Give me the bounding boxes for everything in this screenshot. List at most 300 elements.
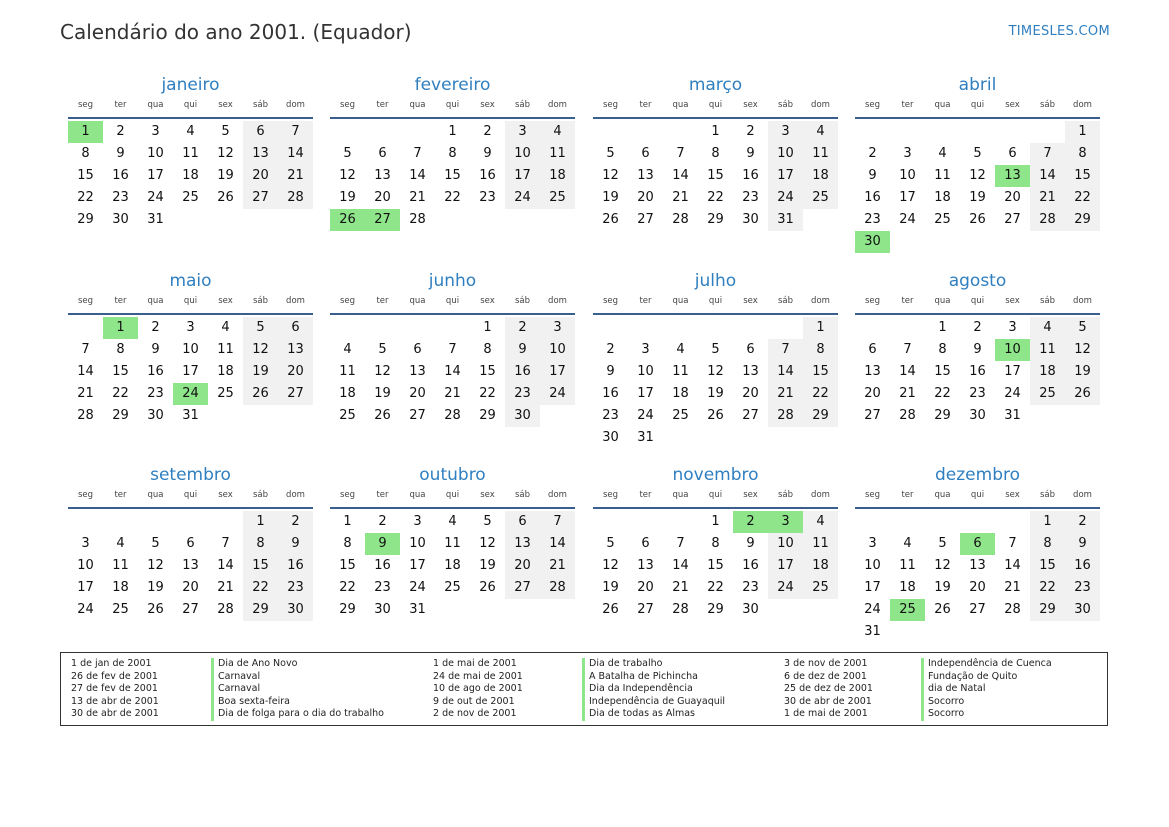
- legend-date: 13 de abr de 2001: [71, 695, 159, 707]
- weekday-label: sáb: [777, 490, 794, 500]
- legend-dates-column: [433, 658, 523, 721]
- day-cell: 22: [803, 383, 838, 405]
- day-cell: 11: [217, 342, 234, 357]
- day-cell: 17: [409, 558, 426, 573]
- day-cell: 8: [81, 146, 90, 161]
- holiday-day-cell: 1: [68, 121, 103, 143]
- day-cell: 23: [864, 212, 881, 227]
- weekday-label: sex: [218, 490, 233, 500]
- day-cell: 15: [1065, 165, 1100, 187]
- day-cell: 9: [1065, 533, 1100, 555]
- empty-cell: [138, 511, 173, 533]
- empty-cell: [593, 317, 628, 339]
- day-cell: 26: [374, 408, 391, 423]
- day-cell: 15: [112, 364, 129, 379]
- day-cell: 18: [803, 165, 838, 187]
- day-cell: 13: [374, 168, 391, 183]
- day-cell: 9: [746, 146, 755, 161]
- month-name: fevereiro: [414, 75, 491, 95]
- legend-holiday-name: Dia de folga para o dia do trabalho: [211, 708, 384, 721]
- day-cell: 4: [186, 124, 195, 139]
- day-cell: 3: [81, 536, 90, 551]
- day-cell: 6: [641, 536, 650, 551]
- day-cell: 28: [672, 602, 689, 617]
- legend-date: 3 de nov de 2001: [784, 658, 868, 669]
- day-cell: 27: [864, 408, 881, 423]
- weekday-label: qui: [445, 490, 460, 500]
- day-cell: 24: [637, 408, 654, 423]
- holiday-day-cell: 13: [995, 165, 1030, 187]
- day-cell: 21: [768, 383, 803, 405]
- day-cell: 13: [409, 364, 426, 379]
- weekday-label: dom: [811, 490, 830, 500]
- day-cell: 18: [899, 580, 916, 595]
- day-cell: 5: [1065, 317, 1100, 339]
- legend-date: 1 de mai de 2001: [433, 658, 517, 669]
- days-grid: [330, 511, 575, 621]
- empty-cell: [628, 121, 663, 143]
- day-cell: 30: [278, 599, 313, 621]
- day-cell: 27: [182, 602, 199, 617]
- day-cell: 29: [479, 408, 496, 423]
- day-cell: 22: [339, 580, 356, 595]
- day-cell: 16: [742, 168, 759, 183]
- day-cell: 12: [374, 364, 391, 379]
- day-cell: 28: [77, 408, 94, 423]
- day-cell: 11: [112, 558, 129, 573]
- empty-cell: [890, 121, 925, 143]
- weekday-header: [593, 487, 838, 509]
- day-cell: 28: [409, 212, 426, 227]
- weekday-label: ter: [901, 100, 914, 110]
- weekday-label: qui: [708, 296, 723, 306]
- day-cell: 22: [707, 580, 724, 595]
- day-cell: 16: [147, 364, 164, 379]
- day-cell: 14: [899, 364, 916, 379]
- days-grid: [855, 121, 1100, 253]
- day-cell: 13: [637, 558, 654, 573]
- day-cell: 4: [343, 342, 352, 357]
- day-cell: 11: [444, 536, 461, 551]
- day-cell: 7: [676, 146, 685, 161]
- weekday-label: dom: [811, 296, 830, 306]
- day-cell: 8: [938, 342, 947, 357]
- day-cell: 10: [768, 143, 803, 165]
- day-cell: 17: [899, 190, 916, 205]
- holiday-day-cell: 9: [365, 533, 400, 555]
- legend-holiday-name: Socorro: [921, 696, 1052, 709]
- day-cell: 26: [934, 602, 951, 617]
- empty-cell: [663, 121, 698, 143]
- day-cell: 22: [444, 190, 461, 205]
- weekday-label: sex: [1005, 490, 1020, 500]
- day-cell: 3: [1008, 320, 1017, 335]
- holiday-day-cell: 27: [365, 209, 400, 231]
- day-cell: 19: [339, 190, 356, 205]
- day-cell: 29: [112, 408, 129, 423]
- month-name: junho: [428, 271, 477, 291]
- legend-holiday-name: A Batalha de Pichincha: [582, 671, 725, 684]
- day-cell: 20: [742, 386, 759, 401]
- day-cell: 14: [672, 168, 689, 183]
- day-cell: 27: [1004, 212, 1021, 227]
- day-cell: 2: [606, 342, 615, 357]
- day-cell: 19: [147, 580, 164, 595]
- brand-link[interactable]: TIMESLES.COM: [1008, 24, 1110, 39]
- day-cell: 18: [444, 558, 461, 573]
- weekday-label: qui: [183, 296, 198, 306]
- weekday-header: [593, 97, 838, 119]
- day-cell: 11: [339, 364, 356, 379]
- day-cell: 19: [243, 361, 278, 383]
- weekday-label: sáb: [1039, 490, 1056, 500]
- day-cell: 9: [278, 533, 313, 555]
- day-cell: 5: [938, 536, 947, 551]
- day-cell: 9: [116, 146, 125, 161]
- weekday-header: [855, 97, 1100, 119]
- holiday-day-cell: 24: [173, 383, 208, 405]
- day-cell: 29: [1065, 209, 1100, 231]
- day-cell: 24: [540, 383, 575, 405]
- month-outubro: [330, 463, 575, 621]
- day-cell: 3: [868, 536, 877, 551]
- weekday-label: ter: [376, 296, 389, 306]
- month-name: novembro: [672, 465, 759, 485]
- day-cell: 11: [803, 533, 838, 555]
- day-cell: 20: [182, 580, 199, 595]
- empty-cell: [365, 121, 400, 143]
- weekday-label: sex: [218, 296, 233, 306]
- weekday-label: ter: [376, 490, 389, 500]
- day-cell: 7: [221, 536, 230, 551]
- day-cell: 17: [768, 165, 803, 187]
- empty-cell: [435, 317, 470, 339]
- legend-holiday-name: dia de Natal: [921, 683, 1052, 696]
- month-name: janeiro: [161, 75, 220, 95]
- day-cell: 28: [768, 405, 803, 427]
- day-cell: 17: [1004, 364, 1021, 379]
- day-cell: 13: [243, 143, 278, 165]
- weekday-label: seg: [339, 100, 356, 110]
- month-junho: [330, 269, 575, 427]
- page-title: Calendário do ano 2001. (Equador): [60, 20, 412, 44]
- day-cell: 19: [707, 386, 724, 401]
- empty-cell: [400, 317, 435, 339]
- day-cell: 4: [448, 514, 457, 529]
- month-agosto: [855, 269, 1100, 427]
- month-novembro: [593, 463, 838, 621]
- day-cell: 26: [602, 212, 619, 227]
- day-cell: 17: [182, 364, 199, 379]
- empty-cell: [628, 511, 663, 533]
- day-cell: 5: [483, 514, 492, 529]
- day-cell: 2: [746, 124, 755, 139]
- day-cell: 16: [742, 558, 759, 573]
- month-name: maio: [169, 271, 212, 291]
- day-cell: 13: [742, 364, 759, 379]
- day-cell: 20: [864, 386, 881, 401]
- day-cell: 7: [1008, 536, 1017, 551]
- weekday-label: dom: [286, 296, 305, 306]
- day-cell: 28: [672, 212, 689, 227]
- day-cell: 9: [606, 364, 615, 379]
- day-cell: 18: [112, 580, 129, 595]
- weekday-header: [68, 487, 313, 509]
- day-cell: 26: [602, 602, 619, 617]
- day-cell: 29: [243, 599, 278, 621]
- day-cell: 3: [903, 146, 912, 161]
- day-cell: 13: [182, 558, 199, 573]
- weekday-label: sáb: [777, 100, 794, 110]
- day-cell: 22: [707, 190, 724, 205]
- weekday-label: sex: [1005, 100, 1020, 110]
- weekday-label: ter: [639, 100, 652, 110]
- day-cell: 27: [742, 408, 759, 423]
- holiday-day-cell: 1: [103, 317, 138, 339]
- day-cell: 18: [672, 386, 689, 401]
- day-cell: 26: [969, 212, 986, 227]
- weekday-label: dom: [1073, 100, 1092, 110]
- legend-names-column: [582, 658, 725, 721]
- day-cell: 18: [182, 168, 199, 183]
- legend-dates-column: [784, 658, 873, 721]
- legend-holiday-name: Carnaval: [211, 671, 384, 684]
- day-cell: 15: [934, 364, 951, 379]
- holiday-day-cell: 6: [960, 533, 995, 555]
- weekday-label: ter: [114, 490, 127, 500]
- month-dezembro: [855, 463, 1100, 643]
- legend-holiday-name: Socorro: [921, 708, 1052, 721]
- day-cell: 24: [147, 190, 164, 205]
- month-fevereiro: [330, 73, 575, 231]
- day-cell: 15: [243, 555, 278, 577]
- day-cell: 18: [217, 364, 234, 379]
- day-cell: 28: [278, 187, 313, 209]
- day-cell: 14: [217, 558, 234, 573]
- day-cell: 31: [637, 430, 654, 445]
- empty-cell: [855, 121, 890, 143]
- empty-cell: [330, 121, 365, 143]
- weekday-label: seg: [602, 296, 619, 306]
- day-cell: 15: [707, 168, 724, 183]
- day-cell: 3: [151, 124, 160, 139]
- day-cell: 10: [540, 339, 575, 361]
- day-cell: 1: [343, 514, 352, 529]
- day-cell: 2: [973, 320, 982, 335]
- month-name: outubro: [419, 465, 486, 485]
- day-cell: 16: [278, 555, 313, 577]
- day-cell: 19: [602, 580, 619, 595]
- day-cell: 4: [1030, 317, 1065, 339]
- weekday-label: seg: [339, 296, 356, 306]
- day-cell: 8: [343, 536, 352, 551]
- day-cell: 25: [540, 187, 575, 209]
- day-cell: 31: [864, 624, 881, 639]
- day-cell: 20: [1004, 190, 1021, 205]
- day-cell: 8: [803, 339, 838, 361]
- day-cell: 25: [803, 577, 838, 599]
- month-abril: [855, 73, 1100, 253]
- month-janeiro: [68, 73, 313, 231]
- days-grid: [855, 317, 1100, 427]
- day-cell: 27: [505, 577, 540, 599]
- day-cell: 3: [413, 514, 422, 529]
- day-cell: 5: [606, 146, 615, 161]
- day-cell: 12: [969, 168, 986, 183]
- day-cell: 30: [147, 408, 164, 423]
- day-cell: 7: [768, 339, 803, 361]
- day-cell: 4: [116, 536, 125, 551]
- day-cell: 24: [1004, 386, 1021, 401]
- empty-cell: [995, 511, 1030, 533]
- weekday-label: seg: [77, 490, 94, 500]
- holiday-day-cell: 30: [855, 231, 890, 253]
- day-cell: 30: [742, 602, 759, 617]
- day-cell: 22: [479, 386, 496, 401]
- days-grid: [330, 121, 575, 231]
- empty-cell: [1030, 121, 1065, 143]
- day-cell: 12: [479, 536, 496, 551]
- empty-cell: [960, 121, 995, 143]
- day-cell: 22: [1030, 577, 1065, 599]
- day-cell: 1: [803, 317, 838, 339]
- holiday-day-cell: 25: [890, 599, 925, 621]
- day-cell: 26: [707, 408, 724, 423]
- day-cell: 20: [637, 190, 654, 205]
- day-cell: 10: [147, 146, 164, 161]
- day-cell: 27: [409, 408, 426, 423]
- day-cell: 19: [479, 558, 496, 573]
- day-cell: 20: [374, 190, 391, 205]
- day-cell: 4: [938, 146, 947, 161]
- weekday-label: qua: [934, 490, 951, 500]
- day-cell: 20: [243, 165, 278, 187]
- empty-cell: [365, 317, 400, 339]
- day-cell: 30: [1065, 599, 1100, 621]
- weekday-label: seg: [864, 100, 881, 110]
- day-cell: 24: [768, 577, 803, 599]
- day-cell: 8: [483, 342, 492, 357]
- day-cell: 23: [278, 577, 313, 599]
- weekday-label: qui: [183, 100, 198, 110]
- day-cell: 31: [409, 602, 426, 617]
- day-cell: 6: [505, 511, 540, 533]
- day-cell: 14: [768, 361, 803, 383]
- day-cell: 12: [147, 558, 164, 573]
- holiday-day-cell: 26: [330, 209, 365, 231]
- days-grid: [68, 121, 313, 231]
- day-cell: 21: [672, 190, 689, 205]
- days-grid: [593, 511, 838, 621]
- day-cell: 25: [217, 386, 234, 401]
- day-cell: 31: [147, 212, 164, 227]
- weekday-label: ter: [901, 490, 914, 500]
- day-cell: 25: [1030, 383, 1065, 405]
- empty-cell: [68, 511, 103, 533]
- legend-holiday-name: Dia da Independência: [582, 683, 725, 696]
- legend-date: 9 de out de 2001: [433, 695, 515, 707]
- day-cell: 5: [378, 342, 387, 357]
- weekday-header: [330, 97, 575, 119]
- day-cell: 16: [505, 361, 540, 383]
- day-cell: 28: [217, 602, 234, 617]
- weekday-label: ter: [114, 296, 127, 306]
- day-cell: 8: [243, 533, 278, 555]
- month-name: agosto: [948, 271, 1007, 291]
- legend-date: 10 de ago de 2001: [433, 683, 523, 694]
- legend-holiday-name: Independência de Cuenca: [921, 658, 1052, 671]
- legend-holiday-name: Fundação de Quito: [921, 671, 1052, 684]
- day-cell: 2: [278, 511, 313, 533]
- day-cell: 2: [868, 146, 877, 161]
- day-cell: 8: [1030, 533, 1065, 555]
- holiday-day-cell: 10: [995, 339, 1030, 361]
- weekday-label: qui: [970, 296, 985, 306]
- day-cell: 20: [505, 555, 540, 577]
- day-cell: 30: [112, 212, 129, 227]
- weekday-label: sáb: [252, 100, 269, 110]
- weekday-label: dom: [548, 296, 567, 306]
- legend-holiday-name: Dia de Ano Novo: [211, 658, 384, 671]
- day-cell: 7: [448, 342, 457, 357]
- weekday-label: sáb: [514, 490, 531, 500]
- day-cell: 16: [1065, 555, 1100, 577]
- day-cell: 1: [448, 124, 457, 139]
- weekday-label: qui: [183, 490, 198, 500]
- legend-holiday-name: Dia de todas as Almas: [582, 708, 725, 721]
- day-cell: 12: [602, 558, 619, 573]
- day-cell: 6: [186, 536, 195, 551]
- weekday-header: [68, 97, 313, 119]
- empty-cell: [855, 317, 890, 339]
- day-cell: 29: [934, 408, 951, 423]
- day-cell: 5: [243, 317, 278, 339]
- day-cell: 18: [1030, 361, 1065, 383]
- day-cell: 3: [540, 317, 575, 339]
- day-cell: 25: [182, 190, 199, 205]
- day-cell: 4: [221, 320, 230, 335]
- days-grid: [593, 317, 838, 449]
- day-cell: 25: [934, 212, 951, 227]
- day-cell: 2: [505, 317, 540, 339]
- day-cell: 30: [742, 212, 759, 227]
- day-cell: 25: [803, 187, 838, 209]
- day-cell: 1: [711, 124, 720, 139]
- month-name: março: [688, 75, 743, 95]
- day-cell: 7: [676, 536, 685, 551]
- day-cell: 21: [77, 386, 94, 401]
- day-cell: 9: [868, 168, 877, 183]
- day-cell: 11: [934, 168, 951, 183]
- empty-cell: [330, 317, 365, 339]
- day-cell: 2: [378, 514, 387, 529]
- day-cell: 26: [243, 383, 278, 405]
- day-cell: 5: [711, 342, 720, 357]
- day-cell: 21: [278, 165, 313, 187]
- day-cell: 6: [868, 342, 877, 357]
- days-grid: [593, 121, 838, 231]
- day-cell: 26: [1065, 383, 1100, 405]
- day-cell: 13: [969, 558, 986, 573]
- day-cell: 1: [938, 320, 947, 335]
- month-maio: [68, 269, 313, 427]
- day-cell: 25: [339, 408, 356, 423]
- day-cell: 6: [413, 342, 422, 357]
- weekday-label: seg: [864, 490, 881, 500]
- day-cell: 24: [505, 187, 540, 209]
- day-cell: 10: [505, 143, 540, 165]
- weekday-label: sáb: [252, 490, 269, 500]
